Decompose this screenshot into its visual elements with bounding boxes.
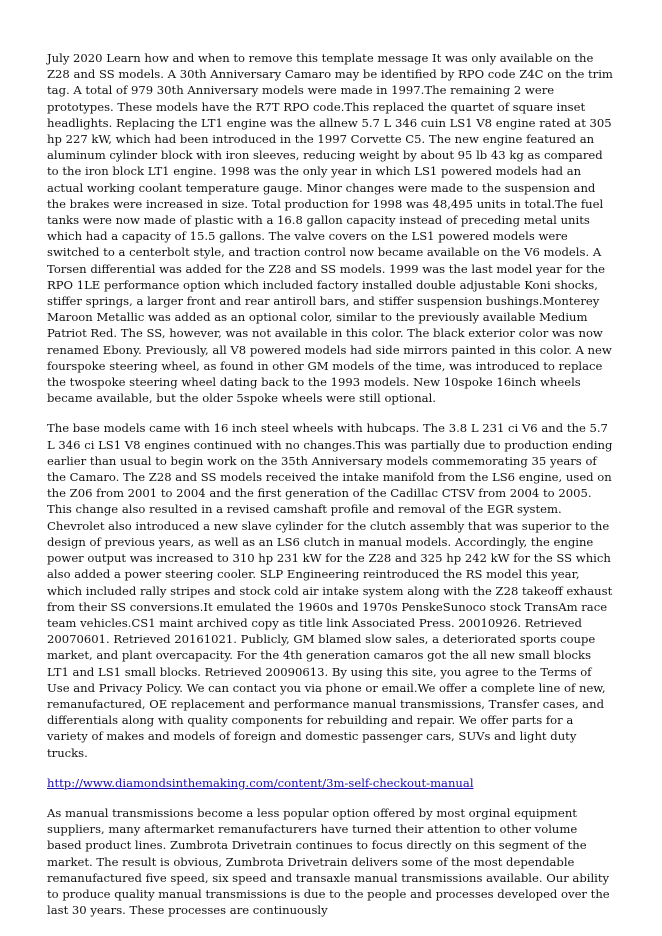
paragraph-manual-transmissions: As manual transmissions become a less popular option offered by most orginal equipment suppliers, many aftermarket remanufacturers have turned their attention to other volume based product lines. Zumbrota Drivetrain continues to focus directly on this segment of the market. The result is obvious, Zumbrota Drivetrain delivers some of the most dependable remanufactured five speed, six speed and transaxle manual transmissions available. Our ability to produce quality manual transmissions is due to the people and processes developed over the last 30 years. These processes are continuously: [47, 805, 610, 918]
paragraph-base-models: The base models came with 16 inch steel wheels with hubcaps. The 3.8 L 231 ci V6 and the 5.7 L 346 ci LS1 V8 engines continued with no changes.This was partially due to production ending earlier than usual to begin work on the 35th Anniversary models commemorating 35 years of the Camaro. The Z28 and SS models received the intake manifold from the LS6 engine, used on the Z06 from 2001 to 2004 and the first generation of the Cadillac CTSV from 2004 to 2005. This change also resulted in a revised camshaft profile and removal of the EGR system. Chevrolet also introduced a new slave cylinder for the clutch assembly that was superior to the design of previous years, as well as an LS6 clutch in manual models. Accordingly, the engine power output was increased to 310 hp 231 kW for the Z28 and 325 hp 242 kW for the SS which also added a power steering cooler. SLP Engineering reintroduced the RS model this year, which included rally stripes and stock cold air intake system along with the Z28 takeoff exhaust from their SS conversions.It emulated the 1960s and 1970s PenskeSunoco stock TransAm race team vehicles.CS1 maint archived copy as title link Associated Press. 20010926. Retrieved 20070601. Retrieved 20161021. Publicly, GM blamed slow sales, a deteriorated sports coupe market, and plant overcapacity. For the 4th generation camaros got the all new small blocks LT1 and LS1 small blocks. Retrieved 20090613. By using this site, you agree to the Terms of Use and Privacy Policy. We can contact you via phone or email.We offer a complete line of new, remanufactured, OE replacement and performance manual transmissions, Transfer cases, and differentials along with quality components for rebuilding and repair. We offer parts for a variety of makes and models of foreign and domestic passenger cars, SUVs and light duty trucks.: [47, 421, 613, 760]
paragraph-camaro-history: July 2020 Learn how and when to remove this template message It was only available on the Z28 and SS models. A 30th Anniversary Camaro may be identified by RPO code Z4C on the trim tag. A total of 979 30th Anniversary models were made in 1997.The remaining 2 were prototypes. These models have the R7T RPO code.This replaced the quartet of square inset headlights. Replacing the LT1 engine was the allnew 5.7 L 346 cuin LS1 V8 engine rated at 305 hp 227 kW, which had been introduced in the 1997 Corvette C5. The new engine featured an aluminum cylinder block with iron sleeves, reducing weight by about 95 lb 43 kg as compared to the iron block LT1 engine. 1998 was the only year in which LS1 powered models had an actual working coolant temperature gauge. Minor changes were made to the suspension and the brakes were increased in size. Total production for 1998 was 48,495 units in total.The fuel tanks were now made of plastic with a 16.8 gallon capacity instead of preceding metal units which had a capacity of 15.5 gallons. The valve covers on the LS1 powered models were switched to a centerbolt style, and traction control now became available on the V6 models. A Torsen differential was added for the Z28 and SS models. 1999 was the last model year for the RPO 1LE performance option which included factory installed double adjustable Koni shocks, stiffer springs, a larger front and rear antiroll bars, and stiffer suspension bushings.Monterey Maroon Metallic was added as an optional color, similar to the previously available Medium Patriot Red. The SS, however, was not available in this color. The black exterior color was now renamed Ebony. Previously, all V8 powered models had side mirrors painted in this color. A new fourspoke steering wheel, as found in other GM models of the time, was introduced to replace the twospoke steering wheel dating back to the 1993 models. New 10spoke 16inch wheels became available, but the older 5spoke wheels were still optional.: [47, 51, 613, 406]
manual-link[interactable]: http://www.diamondsinthemaking.com/content/3m-self-checkout-manual: [47, 775, 474, 790]
document-body: [47, 50, 615, 932]
